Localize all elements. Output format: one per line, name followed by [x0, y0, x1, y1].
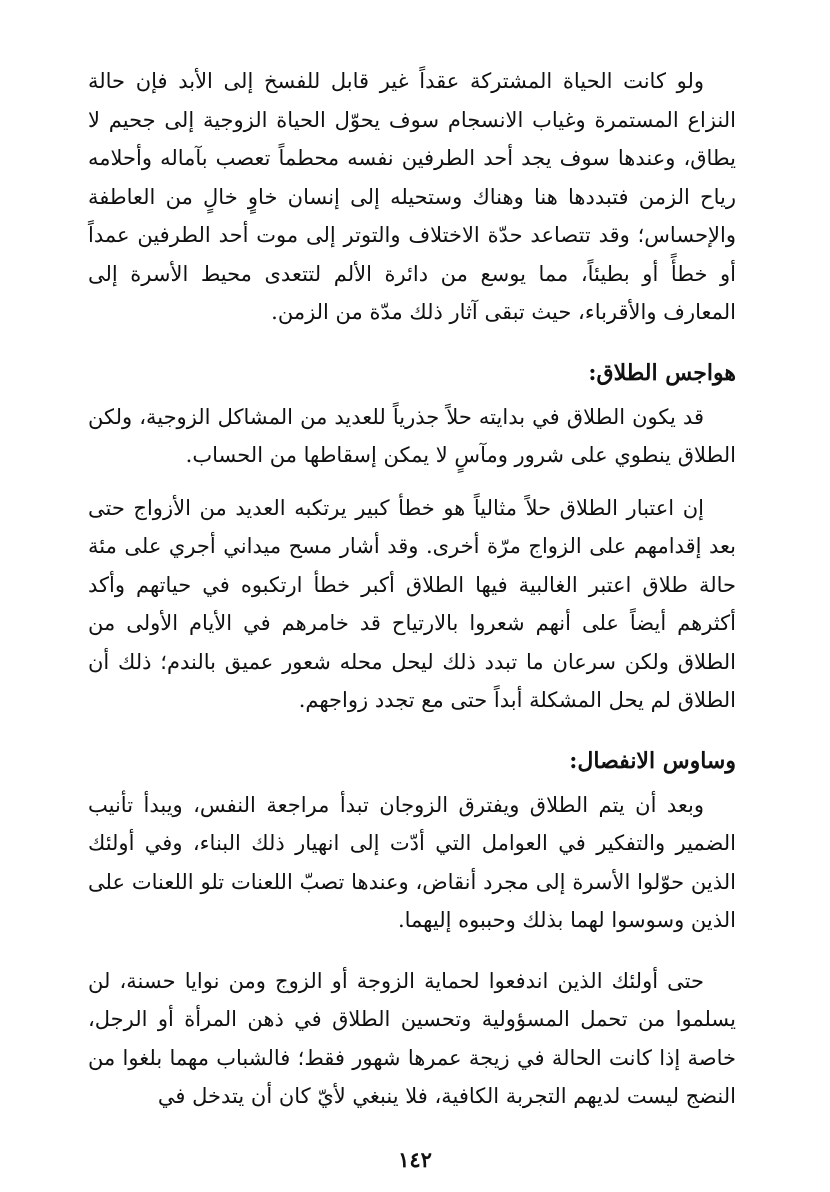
book-page-body [88, 62, 736, 1116]
heading-separation-doubts: وساوس الانفصال: [569, 747, 736, 774]
page-number: ١٤٢ [398, 1147, 432, 1172]
heading-divorce-concerns: هواجس الطلاق: [588, 359, 736, 386]
paragraph-after-divorce: وبعد أن يتم الطلاق ويفترق الزوجان تبدأ مراجعة النفس، ويبدأ تأنيب الضمير والتفكير في العوامل التي أدّت إلى انهيار ذلك البناء، وفي أولئك الذين حوّلوا الأسرة إلى مجرد أنقاض، وعندها تصبّ اللعنات تلو اللعنات على الذين وسوسوا لهما بذلك وحببوه إليهما. [88, 792, 736, 932]
paragraph-divorce-intro: قد يكون الطلاق في بدايته حلاً جذرياً للعديد من المشاكل الزوجية، ولكن الطلاق ينطوي على شرور ومآسٍ لا يمكن إسقاطها من الحساب. [88, 404, 736, 467]
paragraph-interveners: حتى أولئك الذين اندفعوا لحماية الزوجة أو الزوج ومن نوايا حسنة، لن يسلموا من تحمل المسؤولية وتحسين الطلاق في ذهن المرأة أو الرجل، خاصة إذا كانت الحالة في زيجة عمرها شهور فقط؛ فالشباب مهما بلغوا من النضج ليست لديهم التجربة الكافية، فلا ينبغي لأيّ كان أن يتدخل في [88, 968, 736, 1108]
paragraph-consequences: ولو كانت الحياة المشتركة عقداً غير قابل للفسخ إلى الأبد فإن حالة النزاع المستمرة وغياب الانسجام سوف يحوّل الحياة الزوجية إلى جحيم لا يطاق، وعندها سوف يجد أحد الطرفين نفسه محطماً تعصب بآماله وأحلامه رياح الزمن فتبددها هنا وهناك وستحيله إلى إنسان خاوٍ خالٍ من العاطفة والإحساس؛ وقد تتصاعد حدّة الاختلاف والتوتر إلى موت أحد الطرفين عمداً أو خطأً أو بطيئاً، مما يوسع من دائرة الألم لتتعدى محيط الأسرة إلى المعارف والأقرباء، حيث تبقى آثار ذلك مدّة من الزمن. [88, 69, 736, 324]
paragraph-divorce-survey: إن اعتبار الطلاق حلاً مثالياً هو خطأ كبير يرتكبه العديد من الأزواج حتى بعد إقدامهم على الزواج مرّة أخرى. وقد أشار مسح ميداني أجري على مئة حالة طلاق اعتبر الغالبية فيها الطلاق أكبر خطأ ارتكبوه في حياتهم وأكد أكثرهم أيضاً على أنهم شعروا بالارتياح قد خامرهم في الأيام الأولى من الطلاق ولكن سرعان ما تبدد ذلك ليحل محله شعور عميق بالندم؛ ذلك أن الطلاق لم يحل المشكلة أبداً حتى مع تجدد زواجهم. [88, 495, 736, 712]
